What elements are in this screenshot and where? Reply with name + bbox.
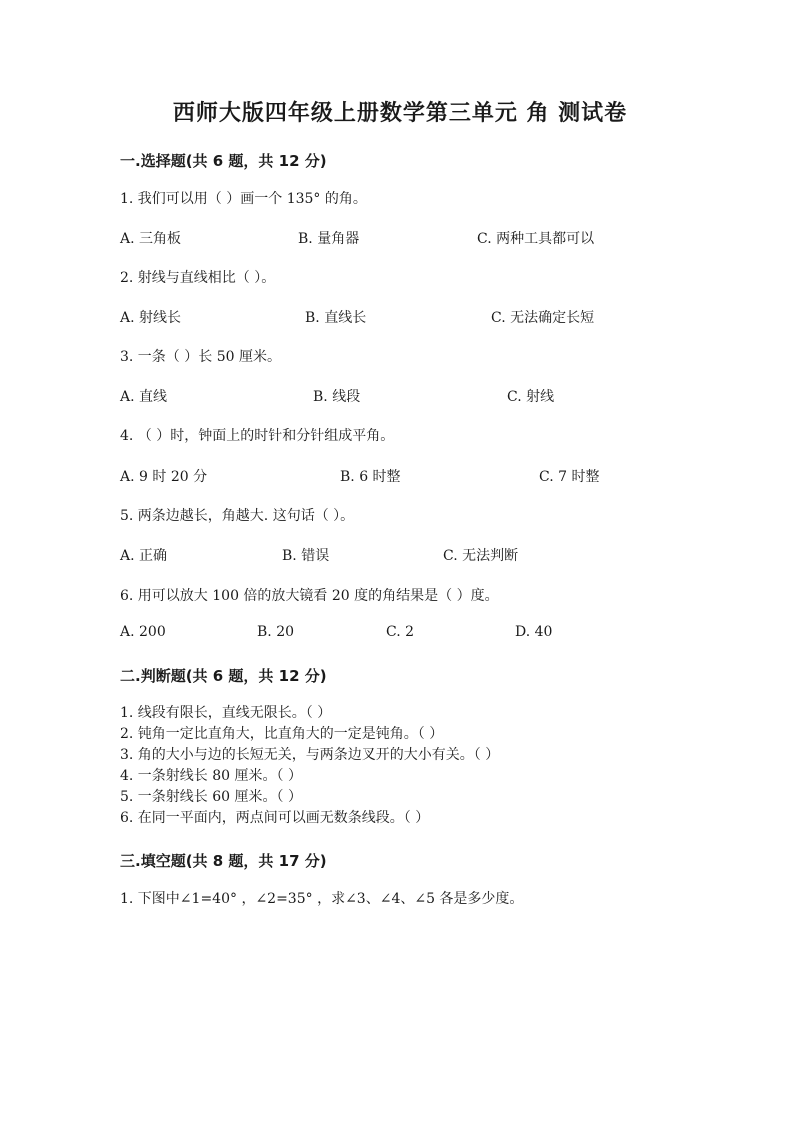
choice-question-5: 5. 两条边越长，角越大. 这句话（ ）。 [120,508,355,524]
section-heading-choice: 一.选择题(共 6 题，共 12 分) [120,152,327,170]
choice-option: A. 正确 [120,548,168,564]
judge-question-5: 5. 一条射线长 60 厘米。（ ） [120,789,302,805]
choice-option: B. 线段 [313,389,361,405]
choice-option: A. 直线 [120,389,168,405]
choice-option: A. 三角板 [120,231,182,247]
section-heading-fill: 三.填空题(共 8 题，共 17 分) [120,852,327,870]
choice-option: D. 40 [515,624,553,640]
choice-question-1: 1. 我们可以用（ ）画一个 135° 的角。 [120,191,367,207]
choice-option: A. 200 [120,624,166,640]
choice-option: A. 9 时 20 分 [120,469,208,485]
fill-question-1: 1. 下图中∠1=40° ，∠2=35° ，求∠3、∠4、∠5 各是多少度。 [120,891,524,907]
choice-option: B. 量角器 [298,231,360,247]
choice-option: B. 直线长 [305,310,367,326]
judge-question-2: 2. 钝角一定比直角大，比直角大的一定是钝角。（ ） [120,726,444,742]
judge-question-4: 4. 一条射线长 80 厘米。（ ） [120,768,302,784]
choice-question-6: 6. 用可以放大 100 倍的放大镜看 20 度的角结果是（ ）度。 [120,588,499,604]
judge-question-1: 1. 线段有限长，直线无限长。（ ） [120,705,332,721]
choice-option: C. 射线 [507,389,555,405]
choice-option: C. 两种工具都可以 [477,231,595,247]
choice-question-4: 4. （ ）时，钟面上的时针和分针组成平角。 [120,428,395,444]
choice-option: C. 无法判断 [443,548,519,564]
choice-option: B. 20 [257,624,295,640]
section-heading-judge: 二.判断题(共 6 题，共 12 分) [120,667,327,685]
judge-question-6: 6. 在同一平面内，两点间可以画无数条线段。（ ） [120,810,430,826]
choice-option: A. 射线长 [120,310,182,326]
choice-option: C. 2 [386,624,415,640]
choice-option: C. 无法确定长短 [491,310,595,326]
choice-option: C. 7 时整 [539,469,600,485]
choice-option: B. 6 时整 [340,469,401,485]
page-title: 西师大版四年级上册数学第三单元 角 测试卷 [172,101,628,126]
choice-question-3: 3. 一条（ ）长 50 厘米。 [120,349,281,365]
choice-question-2: 2. 射线与直线相比（ ）。 [120,270,276,286]
judge-question-3: 3. 角的大小与边的长短无关，与两条边叉开的大小有关。（ ） [120,747,500,763]
choice-option: B. 错误 [282,548,330,564]
